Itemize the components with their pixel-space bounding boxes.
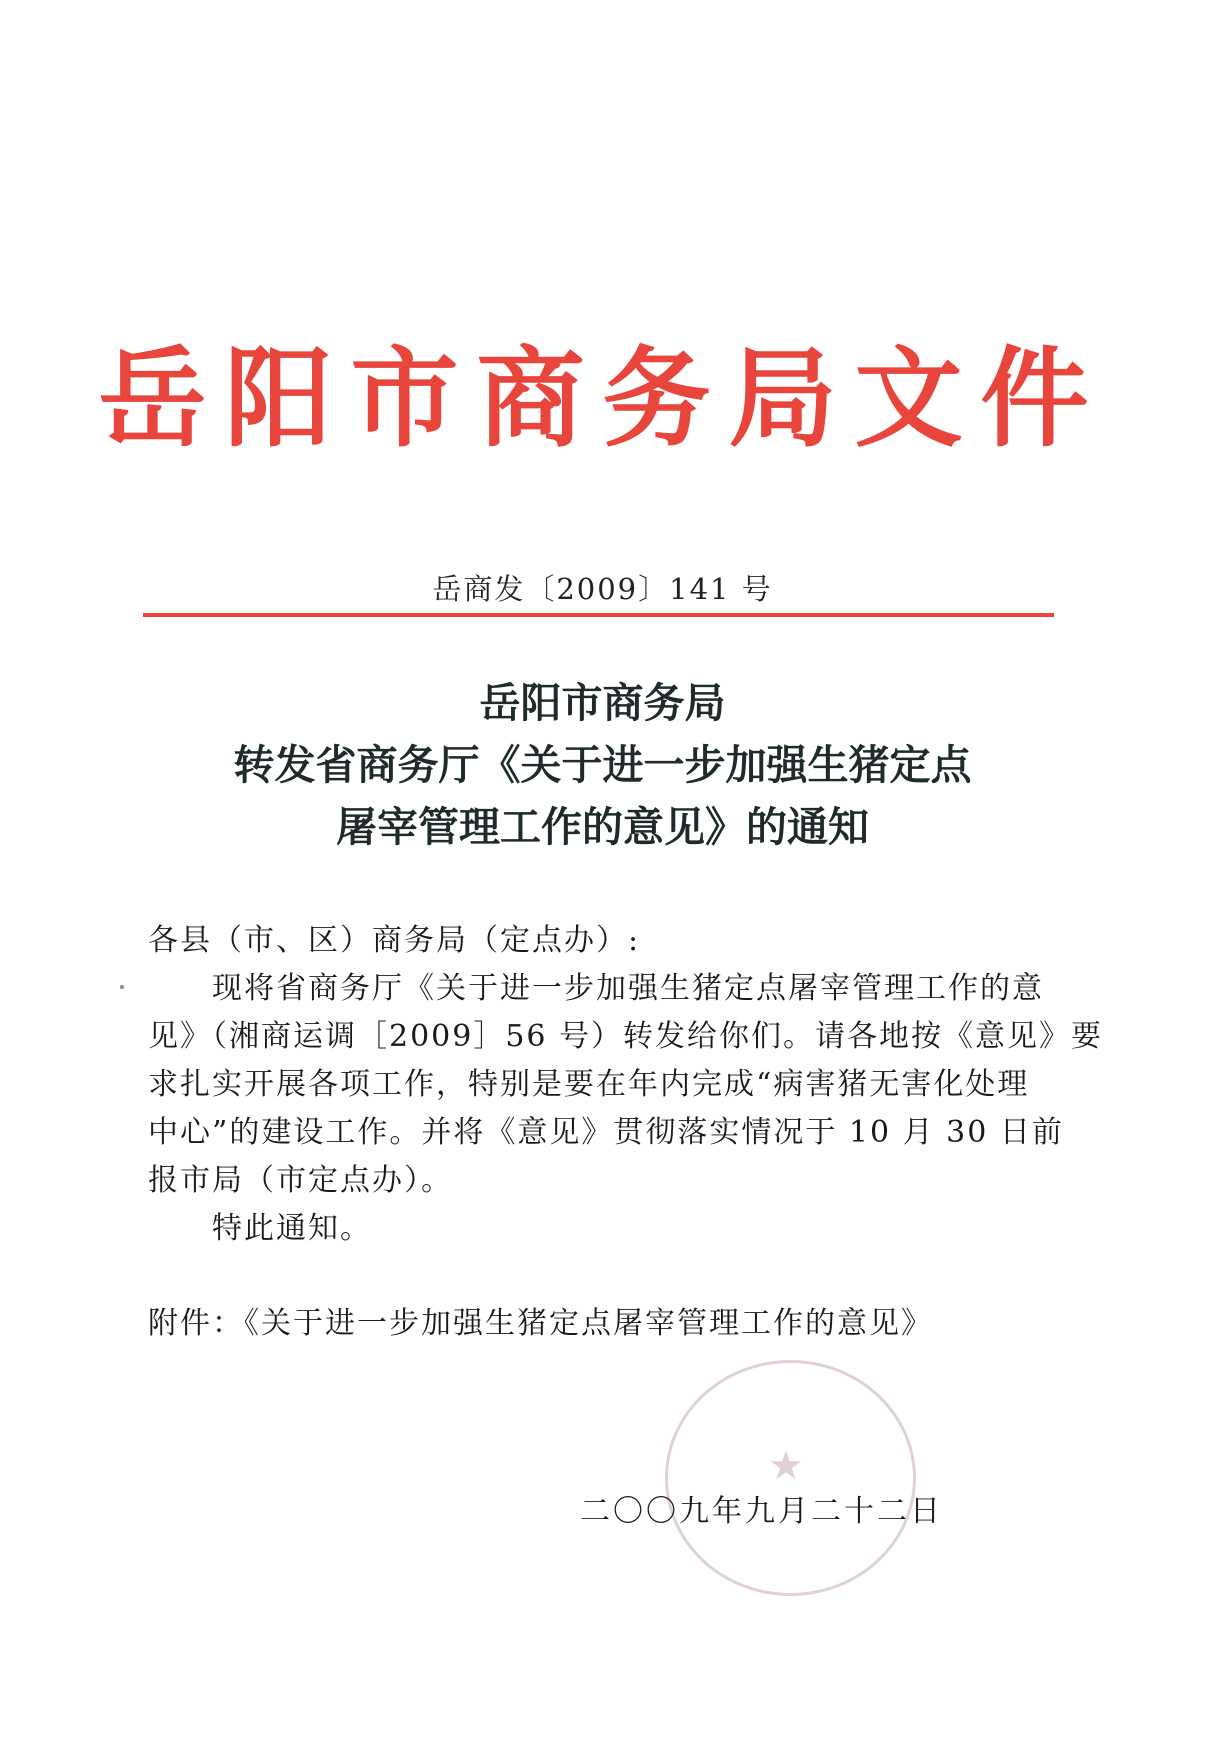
title-line-2: 转发省商务厅《关于进一步加强生猪定点 xyxy=(233,741,972,789)
document-number: 岳商发〔2009〕141 号 xyxy=(432,572,773,606)
body-line-6: 特此通知。 xyxy=(148,1211,372,1246)
title-line-3: 屠宰管理工作的意见》的通知 xyxy=(336,803,869,851)
title-line-1: 岳阳市商务局 xyxy=(479,679,726,727)
body-line-4: 中心”的建设工作。并将《意见》贯彻落实情况于 10 月 30 日前 xyxy=(148,1115,1064,1150)
official-seal-stamp xyxy=(665,1360,916,1596)
issue-date: 二〇〇九年九月二十二日 xyxy=(580,1494,943,1529)
salutation: 各县（市、区）商务局（定点办）: xyxy=(148,923,641,958)
masthead-title: 岳阳市商务局文件 xyxy=(98,336,1107,462)
body-line-2: 见》（湘商运调［2009］56 号）转发给你们。请各地按《意见》要 xyxy=(148,1019,1104,1054)
body-line-3: 求扎实开展各项工作，特别是要在年内完成“病害猪无害化处理 xyxy=(148,1067,1030,1102)
attachment-line: 附件：《关于进一步加强生猪定点屠宰管理工作的意见》 xyxy=(148,1306,933,1341)
body-line-1: 现将省商务厅《关于进一步加强生猪定点屠宰管理工作的意 xyxy=(148,971,1044,1006)
red-divider-line xyxy=(143,613,1054,617)
star-icon: ★ xyxy=(768,1443,804,1489)
body-line-5: 报市局（市定点办）。 xyxy=(148,1163,453,1198)
scan-speck xyxy=(120,985,124,989)
